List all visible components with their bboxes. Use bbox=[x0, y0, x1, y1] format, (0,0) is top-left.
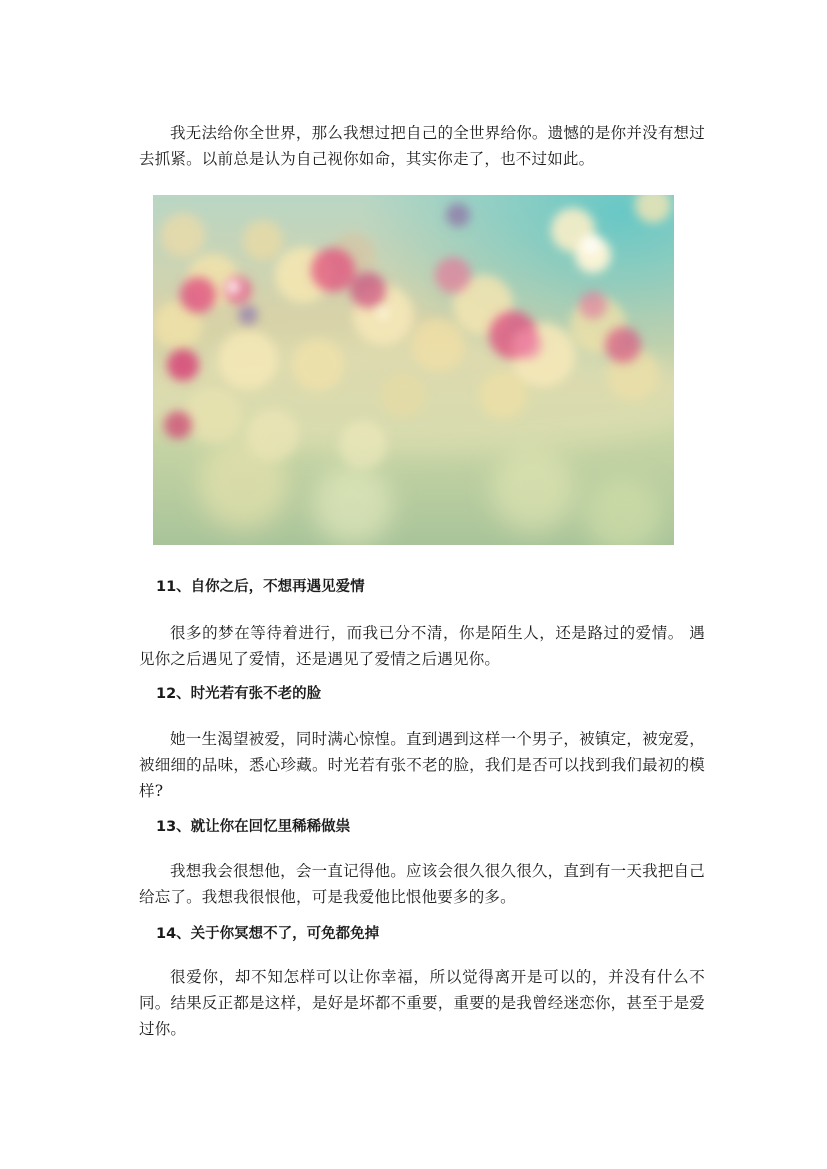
section-14-heading: 14、关于你冥想不了，可免都免掉 bbox=[156, 926, 380, 942]
section-11-body: 很多的梦在等待着进行，而我已分不清，你是陌生人，还是路过的爱情。 遇见你之后遇见了爱情，还是遇见了爱情之后遇见你。 bbox=[139, 624, 705, 668]
section-11-heading: 11、自你之后，不想再遇见爱情 bbox=[156, 579, 365, 595]
section-13-body: 我想我会很想他，会一直记得他。应该会很久很久很久，直到有一天我把自己给忘了。我想我很恨他，可是我爱他比恨他要多的多。 bbox=[139, 862, 705, 906]
section-12-body: 她一生渴望被爱，同时满心惊惶。直到遇到这样一个男子，被镇定，被宠爱，被细细的品味，悉心珍藏。时光若有张不老的脸，我们是否可以找到我们最初的模样? bbox=[139, 730, 705, 800]
section-14-body: 很爱你，却不知怎样可以让你幸福，所以觉得离开是可以的，并没有什么不同。结果反正都是这样，是好是坏都不重要，重要的是我曾经迷恋你，甚至于是爱过你。 bbox=[139, 968, 705, 1038]
section-13-heading: 13、就让你在回忆里稀稀做祟 bbox=[156, 819, 351, 835]
bokeh-photo bbox=[153, 195, 674, 545]
bokeh-image bbox=[153, 195, 674, 545]
section-12-heading: 12、时光若有张不老的脸 bbox=[156, 686, 322, 702]
intro-paragraph: 我无法给你全世界，那么我想过把自己的全世界给你。遗憾的是你并没有想过去抓紧。以前总是认为自己视你如命，其实你走了，也不过如此。 bbox=[139, 124, 705, 168]
